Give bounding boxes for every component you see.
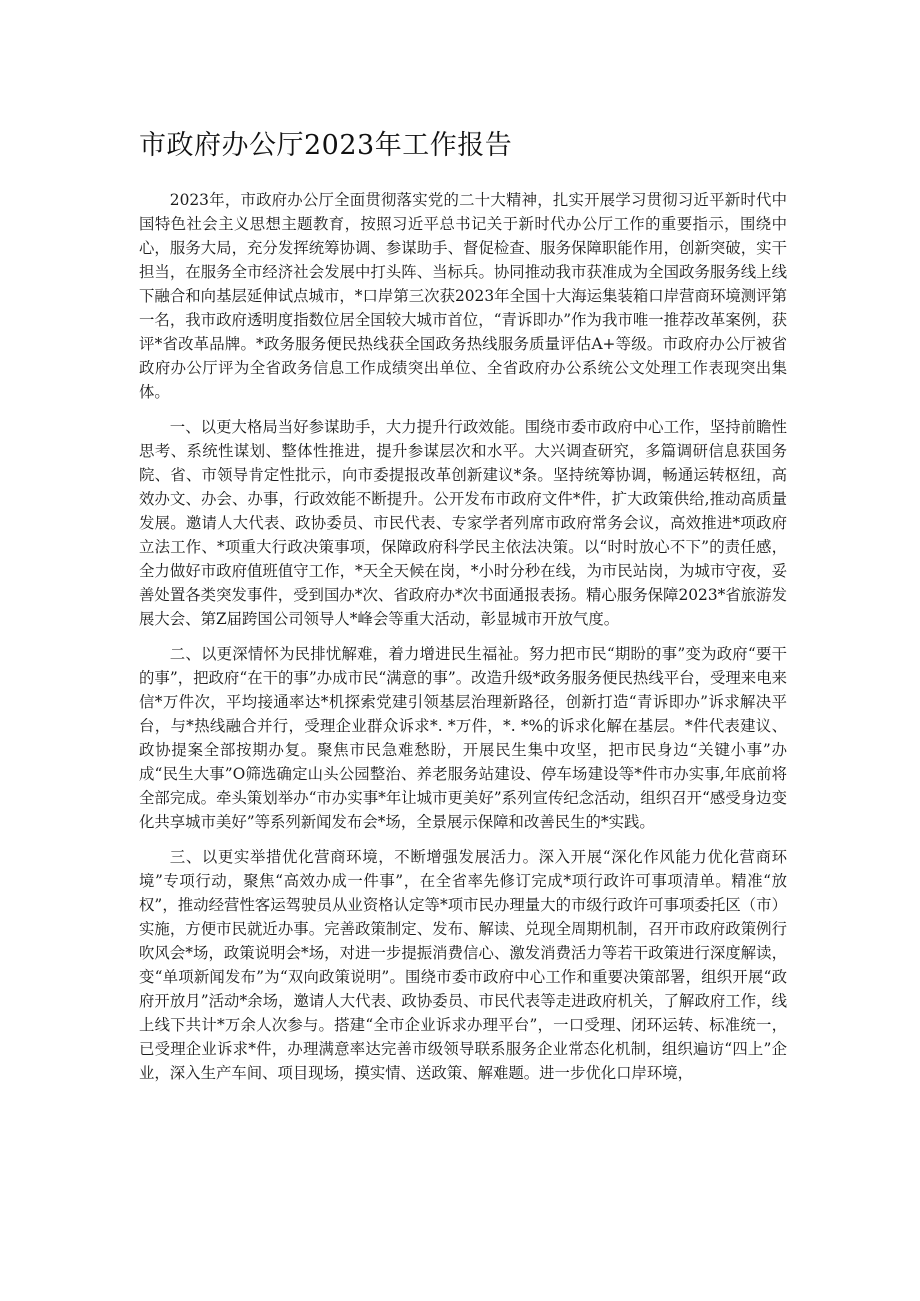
paragraph-section-2: 二、以更深情怀为民排忧解难，着力增进民生福祉。努力把市民“期盼的事”变为政府“要干的事”，把政府“在干的事”办成市民“满意的事”。改造升级*政务服务便民热线平台，受理来电来信*万件次，平均接通率达*机探索党建引领基层治理新路径，创新打造“青诉即办”诉求解决平台，与*热线融合并行，受理企业群众诉求*. *万件，*. *%的诉求化解在基层。*件代表建议、政协提案全部按期办复。聚焦市民急难愁盼，开展民生集中攻坚，把市民身边“关键小事”办成“民生大事”O筛选确定山头公园整治、养老服务站建设、停车场建设等*件市办实事,年底前将全部完成。牵头策划举办“市办实事*年让城市更美好”系列宣传纪念活动，组织召开“感受身边变化共享城市美好”等系列新闻发布会*场，全景展示保障和改善民生的*实践。	[139, 645, 787, 831]
paragraph-section-1: 一、以更大格局当好参谋助手，大力提升行政效能。围绕市委市政府中心工作，坚持前瞻性思考、系统性谋划、整体性推进，提升参谋层次和水平。大兴调查研究，多篇调研信息获国务院、省、市领导肯定性批示，向市委提报改革创新建议*条。坚持统筹协调，畅通运转枢纽，高效办文、办会、办事，行政效能不断提升。公开发布市政府文件*件，扩大政策供给,推动高质量发展。邀请人大代表、政协委员、市民代表、专家学者列席市政府常务会议，高效推进*项政府立法工作、*项重大行政决策事项，保障政府科学民主依法决策。以“时时放心不下”的责任感，全力做好市政府值班值守工作，*天全天候在岗，*小时分秒在线，为市民站岗，为城市守夜，妥善处置各类突发事件，受到国办*次、省政府办*次书面通报表扬。精心服务保障2023*省旅游发展大会、第Z届跨国公司领导人*峰会等重大活动，彰显城市开放气度。	[139, 418, 787, 628]
document-title: 市政府办公厅2023年工作报告	[139, 130, 513, 161]
paragraph-intro: 2023年，市政府办公厅全面贯彻落实党的二十大精神，扎实开展学习贯彻习近平新时代中国特色社会主义思想主题教育，按照习近平总书记关于新时代办公厅工作的重要指示，围绕中心，服务大局，充分发挥统筹协调、参谋助手、督促检查、服务保障职能作用，创新突破，实干担当，在服务全市经济社会发展中打头阵、当标兵。协同推动我市获准成为全国政务服务线上线下融合和向基层延伸试点城市，*口岸第三次获2023年全国十大海运集装箱口岸营商环境测评第一名，我市政府透明度指数位居全国较大城市首位，“青诉即办”作为我市唯一推荐改革案例，获评*省改革品牌。*政务服务便民热线获全国政务热线服务质量评估A+等级。市政府办公厅被省政府办公厅评为全省政务信息工作成绩突出单位、全省政府办公系统公文处理工作表现突出集体。	[139, 191, 787, 401]
paragraph-section-3: 三、以更实举措优化营商环境，不断增强发展活力。深入开展“深化作风能力优化营商环境”专项行动，聚焦“高效办成一件事”，在全省率先修订完成*项行政许可事项清单。精准“放权”，推动经营性客运驾驶员从业资格认定等*项市民办理量大的市级行政许可事项委托区（市）实施，方便市民就近办事。完善政策制定、发布、解读、兑现全周期机制，召开市政府政策例行吹风会*场，政策说明会*场，对进一步提振消费信心、激发消费活力等若干政策进行深度解读，变“单项新闻发布”为“双向政策说明”。围绕市委市政府中心工作和重要决策部署，组织开展“政府开放月”活动*余场，邀请人大代表、政协委员、市民代表等走进政府机关，了解政府工作，线上线下共计*万余人次参与。搭建“全市企业诉求办理平台”，一口受理、闭环运转、标准统一，已受理企业诉求*件，办理满意率达完善市级领导联系服务企业常态化机制，组织遍访“四上”企业，深入生产车间、项目现场，摸实情、送政策、解难题。进一步优化口岸环境，	[139, 848, 787, 1082]
document-page	[139, 126, 787, 1096]
